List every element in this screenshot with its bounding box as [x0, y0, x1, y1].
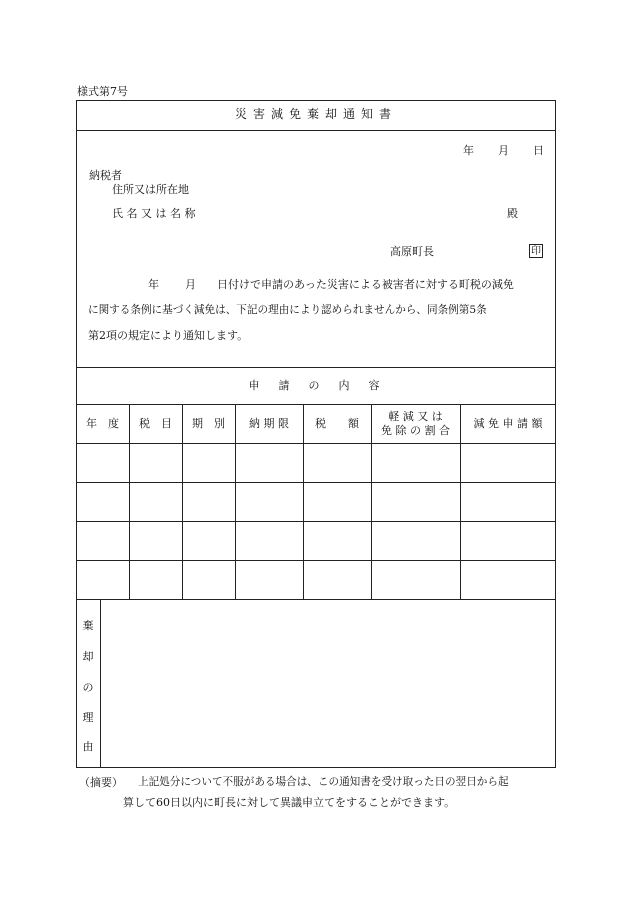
- table-col-line: [371, 404, 372, 599]
- table-col-line: [182, 404, 183, 599]
- body-month: 月: [185, 278, 196, 291]
- col-header-fiscal-year: 年 度: [86, 417, 119, 430]
- reason-label-char: 理: [82, 711, 94, 724]
- honorific: 殿: [507, 207, 518, 220]
- table-col-line: [129, 404, 130, 599]
- col-header-requested-amount: 減 免 申 請 額: [473, 417, 543, 430]
- taxpayer-label: 納税者: [89, 169, 122, 182]
- body-line1: 日付けで申請のあった災害による被害者に対する町税の減免: [217, 278, 514, 291]
- col-header-reduction-line2: 免 除 の 割 合: [381, 424, 450, 437]
- table-row-line: [76, 443, 556, 444]
- col-header-period: 期 別: [192, 417, 225, 430]
- form-number: 様式第7号: [77, 85, 128, 98]
- table-col-line: [235, 404, 236, 599]
- table-col-line: [460, 404, 461, 599]
- body-line3: 第2項の規定により通知します。: [88, 329, 249, 342]
- note-line1: 上記処分について不服がある場合は、この通知書を受け取った日の翌日から起: [138, 776, 509, 788]
- table-row-line: [76, 521, 556, 522]
- title-divider: [76, 130, 556, 131]
- col-header-due-date: 納 期 限: [249, 417, 289, 430]
- note-line2: 算して60日以内に町長に対して異議申立てをすることができます。: [123, 796, 456, 809]
- section-top-divider: [76, 367, 556, 368]
- section-title: 申 請 の 内 容: [248, 379, 384, 392]
- note-label: （摘要）: [79, 776, 123, 789]
- reason-text-area[interactable]: [101, 600, 555, 767]
- table-row-line: [76, 560, 556, 561]
- table-col-line: [303, 404, 304, 599]
- issuer-title: 高原町長: [390, 245, 434, 258]
- reason-label-char: 棄: [82, 619, 94, 632]
- body-line2: に関する条例に基づく減免は、下記の理由により認められませんから、同条例第5条: [88, 304, 487, 316]
- name-label: 氏 名 又 は 名 称: [112, 207, 196, 220]
- date-day: 日: [533, 144, 544, 157]
- form-title: 災害減免棄却通知書: [234, 107, 397, 121]
- table-row-line: [76, 482, 556, 483]
- reason-label-char: の: [82, 681, 94, 694]
- col-header-tax-amount: 税 額: [315, 417, 359, 430]
- date-month: 月: [498, 144, 509, 157]
- date-year: 年: [463, 144, 474, 157]
- header-top-divider: [76, 404, 556, 405]
- address-label: 住所又は所在地: [112, 183, 189, 196]
- reason-label-char: 由: [82, 740, 94, 753]
- col-header-reduction-line1: 軽 減 又 は: [388, 410, 443, 423]
- seal-mark: 印: [531, 246, 541, 257]
- reason-label-char: 却: [82, 650, 94, 663]
- col-header-tax-item: 税 目: [139, 417, 172, 430]
- body-year: 年: [148, 278, 159, 291]
